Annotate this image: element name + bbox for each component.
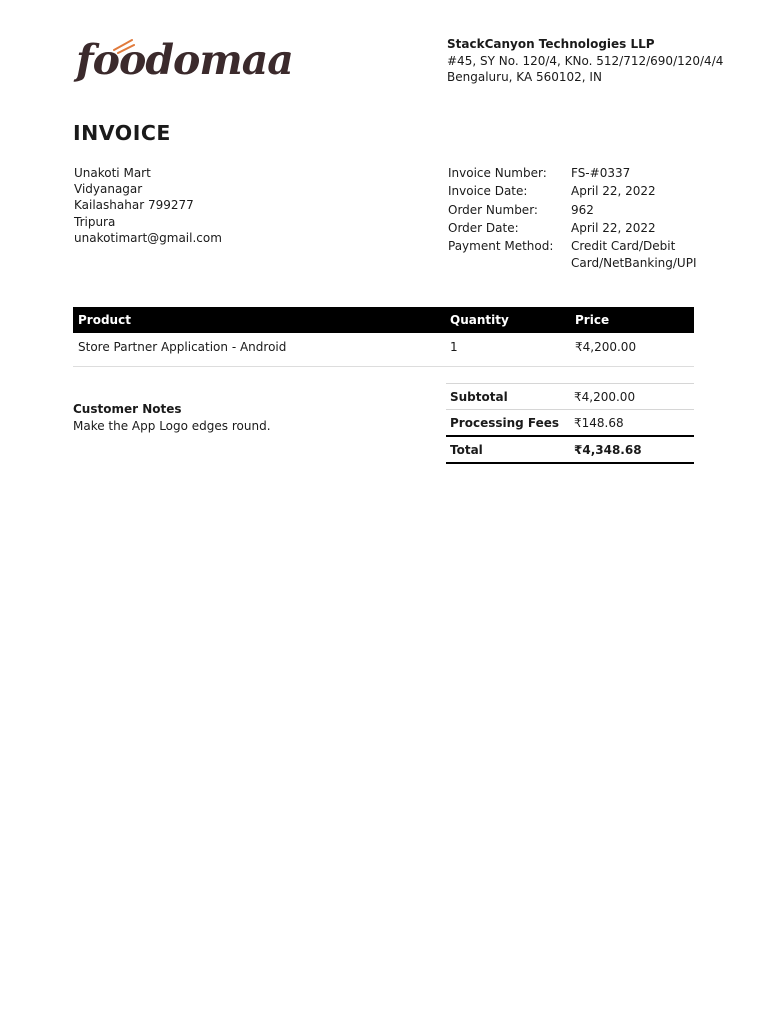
invoice-number-label: Invoice Number: xyxy=(448,166,547,180)
company-address-line2: Bengaluru, KA 560102, IN xyxy=(447,70,602,84)
order-date-label: Order Date: xyxy=(448,220,519,235)
item-quantity: 1 xyxy=(450,340,458,354)
total-value: ₹4,348.68 xyxy=(574,443,642,457)
customer-notes-text: Make the App Logo edges round. xyxy=(73,418,271,433)
company-address-block xyxy=(447,36,723,86)
processing-fees-row xyxy=(446,409,694,435)
billing-name: Unakoti Mart xyxy=(74,166,151,180)
total-row xyxy=(446,435,694,464)
billing-line3: Tripura xyxy=(74,214,116,229)
invoice-date-row xyxy=(448,183,696,199)
invoice-date-value: April 22, 2022 xyxy=(571,184,656,199)
billing-line1: Vidyanagar xyxy=(74,182,143,197)
header-product: Product xyxy=(78,313,131,327)
page-title: INVOICE xyxy=(73,121,171,145)
header-price: Price xyxy=(575,313,610,327)
processing-fees-value: ₹148.68 xyxy=(574,416,624,430)
order-number-label: Order Number: xyxy=(448,202,538,217)
billing-email: unakotimart@gmail.com xyxy=(74,230,222,245)
company-address-line1: #45, SY No. 120/4, KNo. 512/712/690/120/4/4 xyxy=(447,53,724,68)
item-price: ₹4,200.00 xyxy=(575,340,637,354)
order-number-row xyxy=(448,202,696,218)
subtotal-label: Subtotal xyxy=(450,390,508,404)
subtotal-value: ₹4,200.00 xyxy=(574,390,636,404)
items-table-header xyxy=(73,307,694,333)
payment-method-value: Credit Card/Debit Card/NetBanking/UPI xyxy=(571,239,697,270)
payment-method-label: Payment Method: xyxy=(448,239,554,254)
order-date-row xyxy=(448,220,696,236)
customer-notes-heading: Customer Notes xyxy=(73,402,182,416)
invoice-meta xyxy=(448,165,696,273)
processing-fees-label: Processing Fees xyxy=(450,416,560,430)
subtotal-row xyxy=(446,383,694,409)
order-date-value: April 22, 2022 xyxy=(571,220,656,235)
order-number-value: 962 xyxy=(571,202,594,217)
company-name: StackCanyon Technologies LLP xyxy=(447,37,655,51)
invoice-date-label: Invoice Date: xyxy=(448,184,528,199)
company-logo xyxy=(74,34,293,90)
table-row xyxy=(73,334,694,367)
totals-table xyxy=(446,383,694,464)
header-quantity: Quantity xyxy=(450,313,509,327)
item-product: Store Partner Application - Android xyxy=(78,340,287,354)
logo-text: foodomaa xyxy=(76,36,293,84)
billing-line2: Kailashahar 799277 xyxy=(74,198,194,213)
billing-address xyxy=(74,165,222,246)
total-label: Total xyxy=(450,443,483,457)
customer-notes xyxy=(73,401,271,434)
invoice-number-row xyxy=(448,165,696,181)
invoice-number-value: FS-#0337 xyxy=(571,166,631,180)
payment-method-row xyxy=(448,238,696,271)
